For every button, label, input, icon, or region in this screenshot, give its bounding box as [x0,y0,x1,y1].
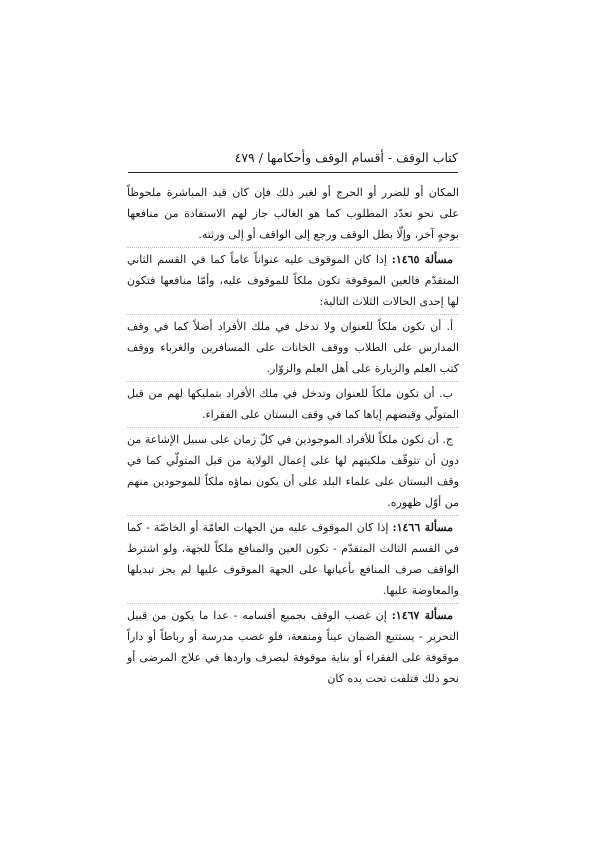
paragraph-text: إن غصب الوقف بجميع أقسامه - عدا ما يكون من قبيل التحرير - يستتبع الضمان عيناً ومنفعة، فلو غصب مدرسة أو رباطاً أو داراً موقوفة على الفقراء أو بناية موقوفة ليصرف واردها في علاج المرضى أو نحو ذلك فتلفت تحت يده كان [127,609,459,685]
paragraph-text: المكان أو للضرر أو الحرج أو لغير ذلك فإن كان قيد المباشرة ملحوظاً على نحو تعدّد المطلوب كما هو الغالب جاز لهم الاستفادة من منافعها بوجهٍ آخر، وإلّا بطل الوقف ورجع إلى الواقف أو إلى ورثته. [127,186,459,241]
paragraph-text: أ. أن تكون ملكاً للعنوان ولا تدخل في ملك الأفراد أصلاً كما في وقف المدارس على الطلاب ووقف الخانات على المسافرين والغرباء ووقف كتب العلم والزيارة على أهل العلم والزوّار. [127,320,459,375]
paragraph-issue-1465 [127,249,459,315]
issue-label: مسألة ١٤٦٥: [391,253,453,266]
paragraph-case-a [127,316,459,382]
paragraph-text: ج. أن تكون ملكاً للأفراد الموجودين في كلّ زمان على سبيل الإشاعة من دون أن تتوقّف ملكيتهم لها على إعمال الولاية من قبل المتولّي كما في وقف البستان على علماء البلد على أن يكون نماؤه ملكاً للموجودين منهم من أوّل ظهوره. [127,433,459,509]
paragraph-issue-1466 [127,517,459,604]
issue-label: مسألة ١٤٦٦: [392,521,453,534]
paragraph-text: إذا كان الموقوف عليه من الجهات العامّة أو الخاصّة - كما في القسم الثالث المتقدّم - تكون العين والمنافع ملكاً للجهة، ولو اشترط الواقف صرف المنافع بأعيانها على الجهة الموقوف عليها لم يجز تبديلها والمعاوضة عليها. [127,521,459,597]
paragraph-case-c [127,429,459,516]
page-body [127,182,459,689]
issue-label: مسألة ١٤٦٧: [391,609,453,622]
paragraph-issue-1467 [127,605,459,689]
running-header: كتاب الوقف - أقسام الوقف وأحكامها / ٤٧٩ [234,150,458,165]
paragraph-text: إذا كان الموقوف عليه عنواناً عاماً كما في القسم الثاني المتقدّم فالعين الموقوفة تكون ملكاً للموقوف عليه، وأمّا منافعها فتكون لها إحدى الحالات الثلاث التالية: [127,253,459,308]
paragraph-continuation [127,182,459,248]
header-rule [128,172,458,173]
paragraph-text: ب. أن تكون ملكاً للعنوان وتدخل في ملك الأفراد بتمليكها لهم من قبل المتولّي وقبضهم إياها كما في وقف البستان على الفقراء. [127,387,459,421]
paragraph-case-b [127,383,459,428]
